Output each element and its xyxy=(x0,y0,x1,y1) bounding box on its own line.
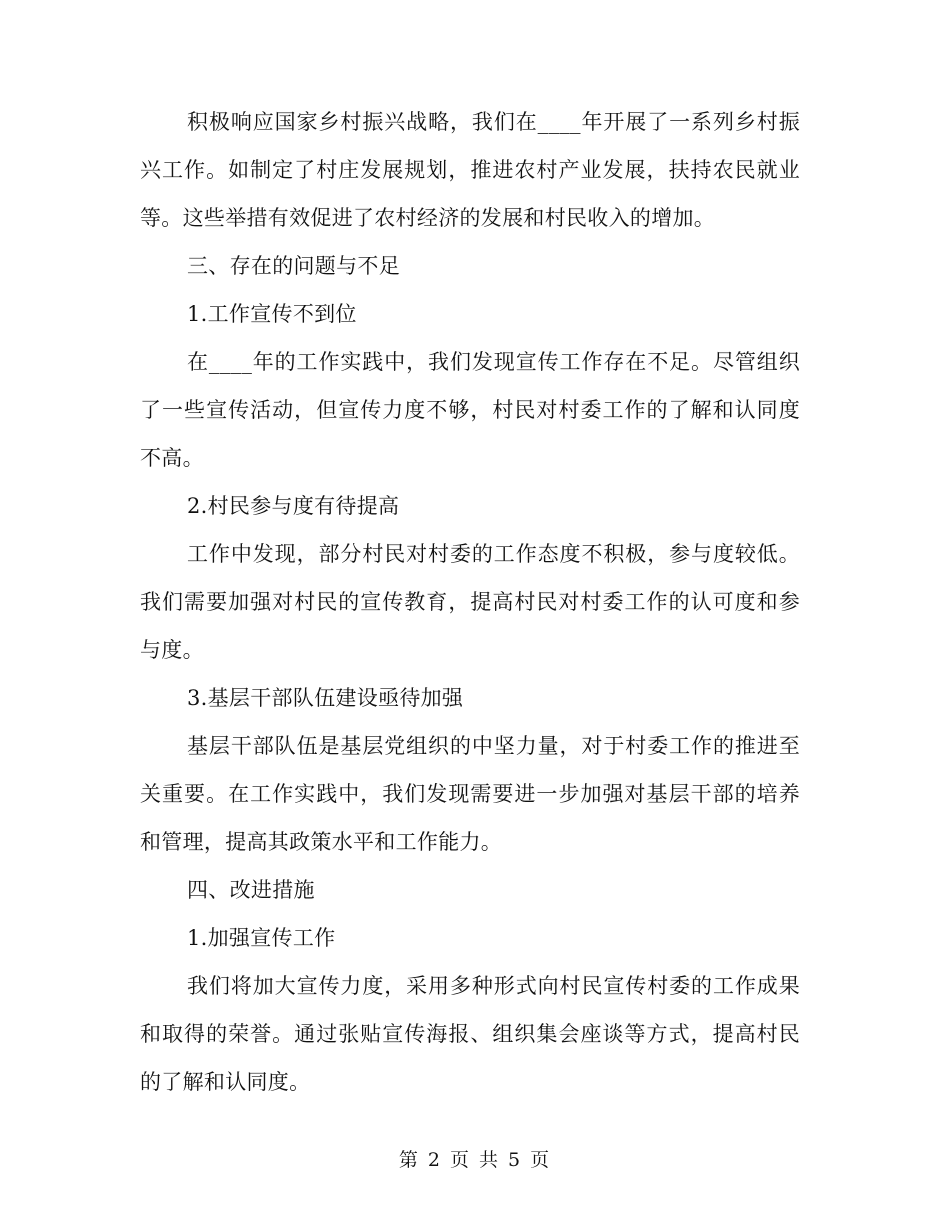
paragraph-rural-revitalization: 积极响应国家乡村振兴战略，我们在____年开展了一系列乡村振兴工作。如制定了村庄发展规划，推进农村产业发展，扶持农民就业等。这些举措有效促进了农村经济的发展和村民收入的增加。 xyxy=(140,110,800,230)
paragraph-participation: 工作中发现，部分村民对村委的工作态度不积极，参与度较低。我们需要加强对村民的宣传教育，提高村民对村委工作的认可度和参与度。 xyxy=(140,542,800,662)
subheading-strengthen-publicity: 1.加强宣传工作 xyxy=(187,926,336,950)
paragraph-cadre: 基层干部队伍是基层党组织的中坚力量，对于村委工作的推进至关重要。在工作实践中，我们发现需要进一步加强对基层干部的培养和管理，提高其政策水平和工作能力。 xyxy=(140,734,800,854)
paragraph-publicity: 在____年的工作实践中，我们发现宣传工作存在不足。尽管组织了一些宣传活动，但宣传力度不够，村民对村委工作的了解和认同度不高。 xyxy=(140,350,800,470)
document-body xyxy=(140,98,800,1106)
subheading-participation: 2.村民参与度有待提高 xyxy=(187,494,400,518)
subheading-publicity: 1.工作宣传不到位 xyxy=(187,302,357,326)
subheading-cadre: 3.基层干部队伍建设亟待加强 xyxy=(187,686,464,710)
paragraph-strengthen-publicity: 我们将加大宣传力度，采用多种形式向村民宣传村委的工作成果和取得的荣誉。通过张贴宣传海报、组织集会座谈等方式，提高村民的了解和认同度。 xyxy=(140,974,800,1094)
page-number-footer: 第 2 页 共 5 页 xyxy=(398,1149,552,1171)
section-heading-improvements: 四、改进措施 xyxy=(187,878,315,902)
section-heading-problems: 三、存在的问题与不足 xyxy=(187,254,400,278)
